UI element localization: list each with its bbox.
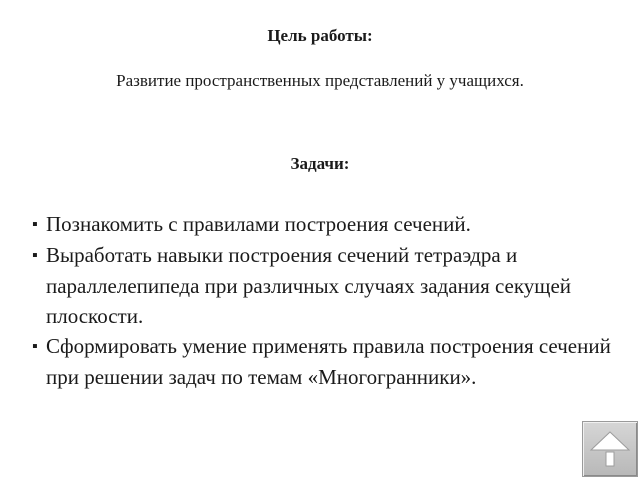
tasks-title: Задачи: [290,154,350,173]
tasks-list [32,209,617,392]
goal-title: Цель работы: [267,26,373,45]
goal-text: Развитие пространственных представлений у учащихся. [116,71,524,90]
task-item: ▪ Выработать навыки построения сечений тетраэдра и параллелепипеда при различных случаях задания секущей плоскости. [32,240,617,331]
task-item: ▪ Сформировать умение применять правила построения сечений при решении задач по темам «Многогранники». [32,331,617,392]
home-button[interactable] [582,421,638,477]
task-item: ▪ Познакомить с правилами построения сечений. [32,209,617,240]
home-icon [587,426,633,472]
